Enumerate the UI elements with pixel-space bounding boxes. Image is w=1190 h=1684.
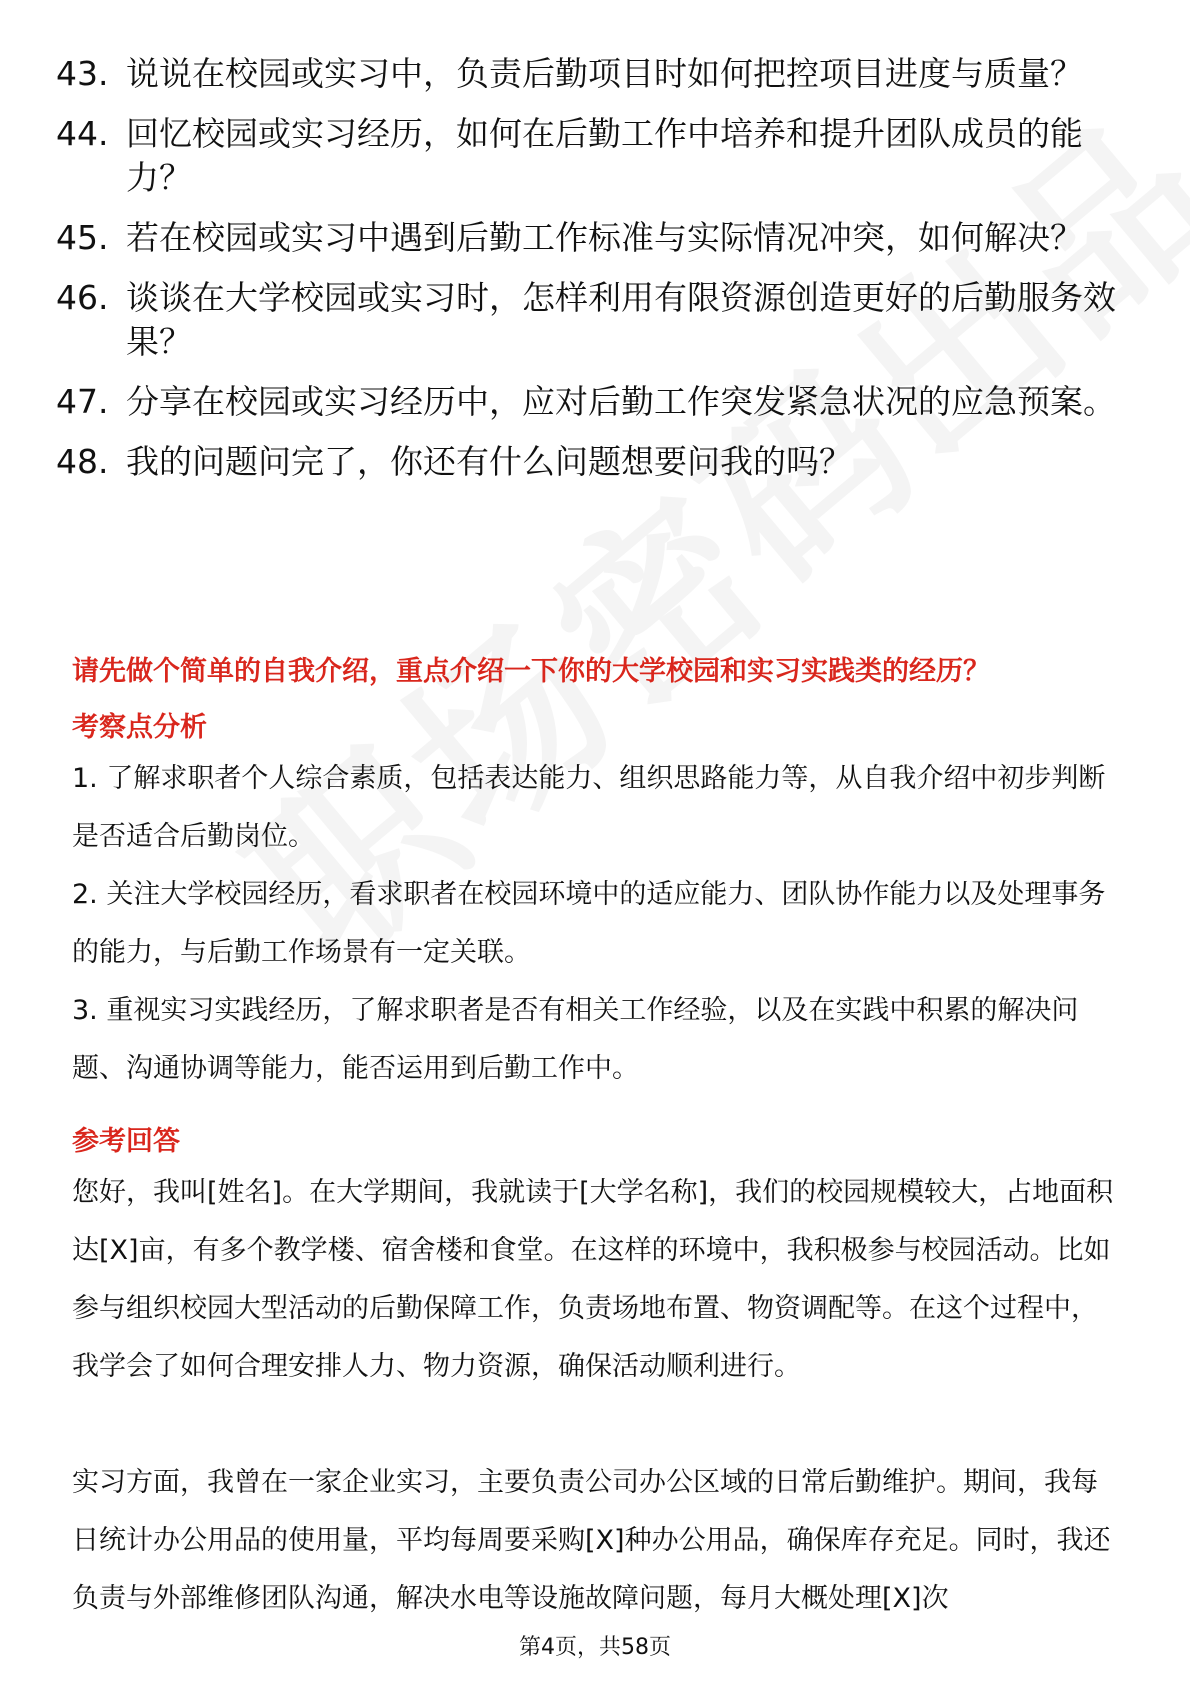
question-number: 43. (56, 54, 109, 93)
question-number: 45. (56, 218, 109, 257)
analysis-point: 2. 关注大学校园经历，看求职者在校园环境中的适应能力、团队协作能力以及处理事务的能力，与后勤工作场景有一定关联。 (72, 879, 1106, 968)
analysis-section (72, 708, 1122, 1098)
question-text: 说说在校园或实习中，负责后勤项目时如何把控项目进度与质量？ (126, 54, 1083, 93)
question-text: 回忆校园或实习经历，如何在后勤工作中培养和提升团队成员的能力？ (126, 114, 1083, 197)
answer-heading: 参考回答 (72, 1126, 180, 1157)
question-text: 若在校园或实习中遇到后勤工作标准与实际情况冲突，如何解决？ (126, 218, 1083, 257)
list-item (56, 276, 1116, 364)
question-text: 分享在校园或实习经历中，应对后勤工作突发紧急状况的应急预案。 (126, 382, 1116, 421)
list-item (56, 380, 1116, 424)
question-number: 46. (56, 278, 109, 317)
answer-section (72, 1122, 1122, 1628)
list-item (56, 52, 1116, 96)
answer-paragraph: 实习方面，我曾在一家企业实习，主要负责公司办公区域的日常后勤维护。期间，我每日统计办公用品的使用量，平均每周要采购[X]种办公用品，确保库存充足。同时，我还负责与外部维修团队沟通，解决水电等设施故障问题，每月大概处理[X]次 (72, 1467, 1111, 1614)
analysis-heading: 考察点分析 (72, 712, 207, 743)
analysis-point: 1. 了解求职者个人综合素质，包括表达能力、组织思路能力等，从自我介绍中初步判断是否适合后勤岗位。 (72, 763, 1106, 852)
question-list (56, 52, 1116, 500)
question-text: 谈谈在大学校园或实习时，怎样利用有限资源创造更好的后勤服务效果？ (126, 278, 1116, 361)
question-number: 44. (56, 114, 109, 153)
list-item (56, 112, 1116, 200)
list-item (56, 216, 1116, 260)
analysis-point: 3. 重视实习实践经历，了解求职者是否有相关工作经验，以及在实践中积累的解决问题、沟通协调等能力，能否运用到后勤工作中。 (72, 995, 1079, 1084)
page-number: 第4页，共58页 (519, 1635, 671, 1660)
main-question-section (72, 652, 1122, 692)
list-item (56, 440, 1116, 484)
main-question-title: 请先做个简单的自我介绍，重点介绍一下你的大学校园和实习实践类的经历？ (72, 656, 990, 687)
answer-paragraph: 您好，我叫[姓名]。在大学期间，我就读于[大学名称]，我们的校园规模较大，占地面积达[X]亩，有多个教学楼、宿舍楼和食堂。在这样的环境中，我积极参与校园活动。比如参与组织校园大型活动的后勤保障工作，负责场地布置、物资调配等。在这个过程中，我学会了如何合理安排人力、物力资源，确保活动顺利进行。 (72, 1177, 1114, 1382)
question-number: 48. (56, 442, 109, 481)
question-text: 我的问题问完了，你还有什么问题想要问我的吗？ (126, 442, 852, 481)
question-number: 47. (56, 382, 109, 421)
